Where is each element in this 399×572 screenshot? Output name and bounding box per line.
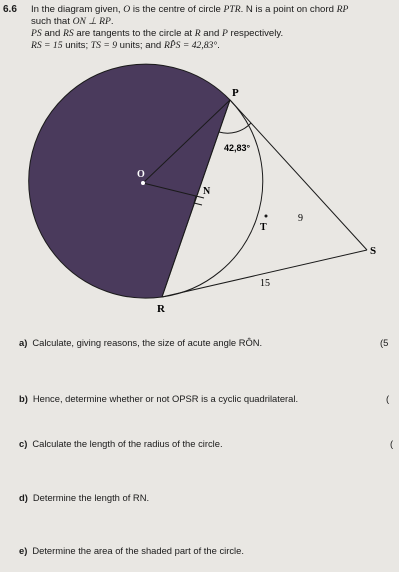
marks-c: ( xyxy=(390,438,394,449)
part-c xyxy=(19,438,223,449)
part-text: Calculate, giving reasons, the size of acute angle RÔN. xyxy=(32,337,263,348)
part-letter: a) xyxy=(19,337,28,348)
label-n: N xyxy=(203,186,211,197)
point-t xyxy=(265,215,268,218)
intro-math: RS xyxy=(63,28,74,39)
rs-length-label: 15 xyxy=(260,278,270,289)
intro-math: PTR xyxy=(223,4,241,15)
intro-text: units; and xyxy=(117,40,164,51)
tangent-rs xyxy=(162,250,367,297)
part-letter: b) xyxy=(19,393,28,404)
part-a xyxy=(19,337,262,348)
part-text: Hence, determine whether or not OPSR is a cyclic quadrilateral. xyxy=(32,393,299,404)
intro-math: O xyxy=(123,4,131,15)
intro-text: . xyxy=(217,40,220,51)
intro-text: and xyxy=(200,28,222,39)
label-o: O xyxy=(137,169,145,180)
label-s: S xyxy=(370,245,377,257)
part-letter: c) xyxy=(19,438,28,449)
angle-label: 42,83° xyxy=(224,143,251,153)
label-t: T xyxy=(260,222,267,233)
intro-math: PS xyxy=(31,28,42,39)
intro-text: . xyxy=(110,16,114,27)
intro-math: ON ⊥ RP xyxy=(72,16,111,27)
intro-text: and xyxy=(41,28,64,39)
label-p: P xyxy=(232,87,239,99)
intro-text: . N is a point on chord xyxy=(240,4,337,15)
intro-math: P xyxy=(221,28,228,39)
part-e xyxy=(19,545,244,556)
shaded-region xyxy=(29,64,230,298)
angle-arc xyxy=(219,123,251,133)
intro-text: units; xyxy=(62,40,91,51)
intro-text: are tangents to the circle at xyxy=(73,28,195,39)
intro-text: is the centre of circle xyxy=(130,4,224,15)
intro-math: RS = 15 xyxy=(31,40,63,51)
intro-line-2 xyxy=(31,16,113,28)
part-text: Determine the length of RN. xyxy=(32,492,150,503)
intro-text: such that xyxy=(31,16,73,27)
part-letter: d) xyxy=(19,492,28,503)
intro-line-3 xyxy=(31,28,283,40)
geometry-diagram xyxy=(0,60,399,320)
marks-b: ( xyxy=(386,393,390,404)
part-text: Calculate the length of the radius of the circle. xyxy=(32,438,223,449)
part-b xyxy=(19,393,298,404)
intro-line-4 xyxy=(31,40,220,52)
intro-line-1 xyxy=(31,4,348,16)
intro-math: TS = 9 xyxy=(90,40,117,51)
part-d xyxy=(19,492,149,503)
question-number: 6.6 xyxy=(3,4,17,15)
point-o xyxy=(141,181,145,185)
intro-math: R xyxy=(194,28,201,39)
part-letter: e) xyxy=(19,545,28,556)
tangent-ps xyxy=(230,100,367,250)
marks-a: (5 xyxy=(380,337,389,348)
intro-math: RP xyxy=(336,4,349,15)
label-r: R xyxy=(157,303,165,315)
intro-math: RP̂S = 42,83° xyxy=(163,40,218,51)
intro-text: respectively. xyxy=(227,28,284,39)
ts-length-label: 9 xyxy=(298,213,303,224)
intro-text: In the diagram given, xyxy=(31,4,124,15)
part-text: Determine the area of the shaded part of the circle. xyxy=(32,545,244,556)
